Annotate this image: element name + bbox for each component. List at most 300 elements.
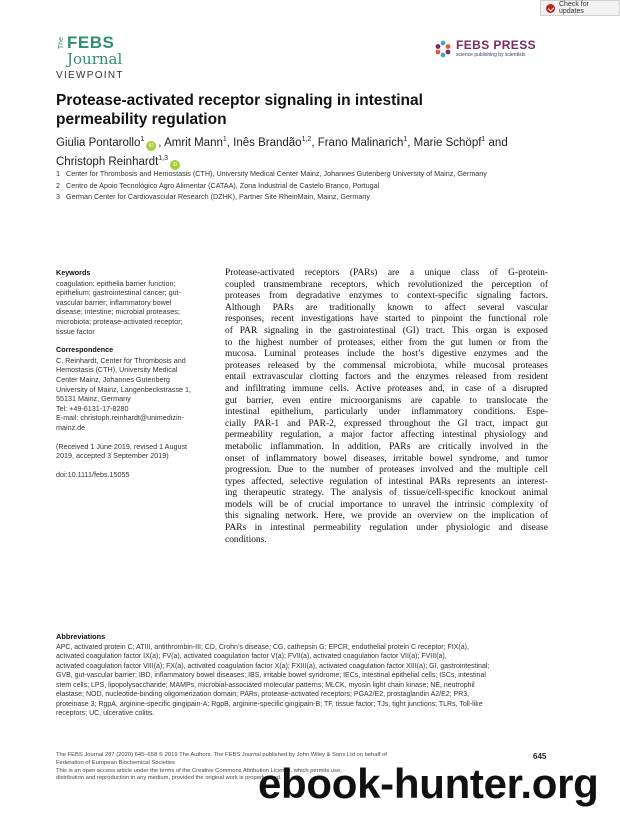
abstract-word: unravel bbox=[402, 499, 431, 510]
abstract-line bbox=[225, 523, 548, 535]
abstract-word: this bbox=[225, 511, 239, 522]
abstract-word: of bbox=[365, 465, 374, 476]
history-text bbox=[56, 442, 206, 461]
abstract-word: under bbox=[416, 523, 438, 534]
abstract-word: the bbox=[312, 465, 325, 476]
abstract-line: conditions. bbox=[225, 534, 267, 545]
abstract-word: the bbox=[438, 418, 450, 429]
text-line: distribution and reproduction in any medium, provided the original work is properly cited. bbox=[56, 775, 282, 782]
abstract-word: be bbox=[279, 499, 289, 510]
abstract-word: receptors, bbox=[330, 279, 368, 290]
text-line: Tel: +49-6131-17-8280 bbox=[56, 403, 129, 413]
abstract-word: disease bbox=[520, 523, 548, 534]
text-line: elastase; NOD, nucleotide-binding oligomerization domain; PARs, protease-activated receptors; PGA2/E2, prostaglandin A2/E2; PR3, bbox=[56, 691, 470, 698]
abstract-word: permeability bbox=[313, 523, 362, 534]
abstract-word: implication bbox=[491, 511, 535, 522]
abstract-word: and bbox=[459, 465, 474, 476]
abstract-word: mucosa. bbox=[225, 349, 257, 360]
abstract-word: tumor bbox=[525, 453, 548, 464]
abstract-line bbox=[225, 361, 548, 373]
abstract-word: in bbox=[520, 441, 529, 452]
abstract-line bbox=[225, 442, 548, 454]
abstract-word: cell bbox=[534, 465, 548, 476]
text-line: The FEBS Journal 287 (2020) 645–658 © 2019 The Authors. The FEBS Journal published by John Wiley & Sons Ltd on behalf of bbox=[56, 752, 387, 758]
abstract-word: from bbox=[408, 337, 428, 348]
abstract-word: the bbox=[479, 465, 491, 476]
article-sidebar bbox=[56, 268, 206, 488]
abstract-word: tissue/cell-specific bbox=[403, 488, 474, 499]
febs-press-logo bbox=[434, 38, 554, 62]
abstract-word: pinpoint bbox=[431, 314, 463, 325]
abstract-word: In bbox=[331, 441, 340, 452]
abstract-word: are bbox=[418, 441, 430, 452]
abstract-word: which bbox=[376, 279, 400, 290]
abstract-word: traditionally bbox=[329, 302, 376, 313]
abstract-word: of bbox=[225, 325, 233, 336]
abstract-word: have bbox=[360, 314, 379, 325]
abstract-word: progression. bbox=[225, 465, 272, 476]
febs-press-dots-icon bbox=[434, 40, 452, 58]
abstract-word: either bbox=[381, 337, 403, 348]
abstract-word: organ bbox=[475, 325, 497, 336]
affiliation-item bbox=[56, 191, 596, 203]
text-line: APC, activated protein C; ATIII, antithrombin-III; CD, Crohn’s disease; CG, cathepsin G; EPCR, endothelial protein C receptor; FIX(a), bbox=[56, 643, 469, 651]
text-line: Hemostasis (CTH), University Medical bbox=[56, 365, 178, 375]
abstract-word: interest- bbox=[517, 476, 548, 487]
abstract-word: functional bbox=[488, 314, 527, 325]
author-affiliation-marker: 1 bbox=[403, 136, 408, 143]
abstract-word: PARs bbox=[272, 302, 294, 313]
abstract-line bbox=[225, 465, 548, 477]
keywords-text bbox=[56, 279, 206, 337]
abstract-word: factors. bbox=[519, 291, 548, 302]
check-updates-icon bbox=[546, 4, 555, 13]
abstract-word: even bbox=[282, 395, 301, 406]
abstract-line bbox=[225, 314, 548, 326]
text-line: microbiota; protease-activated receptor; bbox=[56, 316, 183, 326]
abstract-word: tract. bbox=[425, 325, 446, 336]
abstract-word: the bbox=[433, 337, 445, 348]
abstract-word: signaling bbox=[244, 511, 280, 522]
abbreviations-text bbox=[56, 643, 566, 719]
abstract-word: and bbox=[225, 383, 239, 394]
abstract-word: to bbox=[469, 395, 477, 406]
abstract-word: of bbox=[374, 476, 383, 487]
abstract-line bbox=[225, 326, 548, 338]
abstract-word: involved bbox=[479, 441, 513, 452]
abstract-word: selective bbox=[290, 476, 324, 487]
abstract-word: and bbox=[514, 349, 529, 360]
abstract-word: analysis bbox=[351, 488, 383, 499]
text-line: vascular barrier; inflammatory bowel bbox=[56, 297, 172, 307]
abstract-word: inflammation. bbox=[270, 441, 324, 452]
abstract-word: entail bbox=[225, 372, 246, 383]
abstract-word: recent bbox=[270, 314, 295, 325]
abstract-word: gastrointestinal bbox=[338, 325, 396, 336]
abstract-line bbox=[225, 372, 548, 384]
abstract-word: are bbox=[410, 395, 423, 406]
text-line: 55131 Mainz, Germany bbox=[56, 394, 131, 404]
abstract-word: knockout bbox=[480, 488, 516, 499]
abstract-word: and bbox=[286, 418, 301, 429]
check-updates-label: Check for updates bbox=[559, 1, 589, 15]
affiliation-item bbox=[56, 168, 596, 180]
abstract-line bbox=[225, 500, 548, 512]
abstract-word: impact bbox=[502, 418, 529, 429]
abstract-word: highest bbox=[255, 337, 284, 348]
abstract-word: from bbox=[512, 337, 531, 348]
page-number: 645 bbox=[533, 752, 547, 761]
abstract-word: regulation bbox=[329, 476, 368, 487]
abstract-word: host’s bbox=[402, 349, 425, 360]
text-line: This is an open access article under the terms of the Creative Commons Attribution License, which permits use, bbox=[56, 767, 342, 774]
author-separator: , bbox=[226, 137, 234, 149]
abstract-word: irritable bbox=[393, 453, 423, 464]
abstract-word: represents bbox=[457, 476, 496, 487]
abstract-word: overview bbox=[417, 511, 453, 522]
abstract-word: barrier, bbox=[246, 395, 274, 406]
abstract-word: to bbox=[225, 337, 233, 348]
abstract-word: entire bbox=[309, 395, 332, 406]
abstract-word: syndrome, bbox=[459, 453, 499, 464]
abstract-word: PAR-1 bbox=[253, 418, 280, 429]
abstract-line bbox=[225, 280, 548, 292]
abstract-line bbox=[225, 338, 548, 350]
abstract-word: translocate bbox=[486, 395, 528, 406]
abstract-word: on bbox=[458, 511, 468, 522]
abstract-word: the bbox=[469, 314, 482, 325]
abstract-word: permeability bbox=[225, 430, 273, 441]
abstract-word: mucosal bbox=[473, 360, 506, 371]
abstract-word: enzymes bbox=[349, 291, 383, 302]
abstract-line bbox=[225, 419, 548, 431]
abstract-word: released bbox=[267, 360, 299, 371]
affiliation-number: 2 bbox=[56, 180, 60, 190]
abstract-word: from bbox=[493, 372, 512, 383]
abstract-word: we bbox=[350, 511, 362, 522]
abstract-word: in bbox=[305, 325, 313, 336]
abstract-line bbox=[225, 430, 548, 442]
abstract-word: factors bbox=[345, 372, 371, 383]
affiliation-text: German Center for Cardiovascular Research (DZHK), Partner Site RheinMain, Mainz, Germany bbox=[66, 192, 370, 201]
abstract-word: responses, bbox=[225, 314, 265, 325]
abstract-word: PARs bbox=[429, 476, 451, 487]
abstract-word: exposed bbox=[516, 325, 548, 336]
abstract-word: coupled bbox=[225, 279, 255, 290]
abstract-word: bowel bbox=[429, 453, 453, 464]
abstract-word: a bbox=[502, 383, 507, 394]
text-line: E-mail: christoph.reinhardt@unimedizin- bbox=[56, 413, 184, 423]
abstract-word: case bbox=[464, 383, 482, 394]
author-separator: , bbox=[407, 137, 414, 149]
abstract-word: the bbox=[536, 395, 548, 406]
text-line: coagulation; epithelia barrier function; bbox=[56, 278, 176, 288]
affiliation-item bbox=[56, 180, 596, 192]
abstract-word: crucial bbox=[308, 499, 334, 510]
abstract-word: factor bbox=[370, 430, 393, 441]
affiliation-list bbox=[56, 168, 596, 203]
abstract-word: an bbox=[501, 476, 511, 487]
abstract-word: extravascular bbox=[252, 372, 303, 383]
abstract-word: and bbox=[377, 372, 392, 383]
abstract-word: intestinal bbox=[270, 523, 305, 534]
abstract-word: Although bbox=[225, 302, 261, 313]
abstract-word: multiple bbox=[496, 465, 529, 476]
abstract-word: network. bbox=[285, 511, 319, 522]
text-line: (Received 1 June 2019, revised 1 August bbox=[56, 441, 188, 451]
abstract-word: physiology bbox=[484, 430, 527, 441]
abstract-word: in bbox=[451, 383, 459, 394]
abstract-word: unique bbox=[424, 268, 451, 278]
abstract-word: GI bbox=[457, 418, 468, 429]
abstract-word: released bbox=[455, 372, 487, 383]
abstract-line bbox=[225, 349, 548, 361]
text-line: stem cells; LPS, lipopolysaccharide; MAMPs, microbial-associated molecular patterns; MLCK, myosin light chain kinase; NE, neutrophil bbox=[56, 681, 475, 689]
abstract-word: receptors bbox=[304, 268, 340, 278]
abstract-word: G-protein- bbox=[508, 268, 548, 278]
abstract-line bbox=[225, 488, 548, 500]
abstract-word: to bbox=[388, 499, 397, 510]
press-tagline: science publishing by scientists bbox=[456, 52, 526, 58]
abstract-word: of bbox=[251, 453, 260, 464]
abstract-word: particularly bbox=[324, 407, 368, 418]
abstract-word: number bbox=[289, 337, 318, 348]
author-separator: , bbox=[311, 137, 318, 149]
abstract-word: proteases bbox=[512, 360, 548, 371]
abstract-word: PARs bbox=[225, 523, 247, 534]
abstract-word: the bbox=[536, 441, 548, 452]
correspondence-block bbox=[56, 345, 206, 432]
abstract-word: transmembrane bbox=[263, 279, 322, 290]
abstract-word: the bbox=[471, 279, 483, 290]
abstract-word: known bbox=[387, 302, 414, 313]
article-title: Protease-activated receptor signaling in intestinal permeability regulation bbox=[56, 92, 423, 128]
abstract-word: Active bbox=[355, 383, 381, 394]
abstract-word: revolutionized bbox=[408, 279, 463, 290]
abstract-line bbox=[225, 511, 548, 523]
abstract-line bbox=[225, 303, 548, 315]
abstract-word: models bbox=[225, 499, 253, 510]
abstract-word: inflammatory bbox=[411, 407, 463, 418]
text-line: tissue factor bbox=[56, 326, 95, 336]
abstract-line bbox=[225, 396, 548, 408]
text-line: epithelium; gastrointestinal cancer; gut- bbox=[56, 288, 182, 298]
abstract-word: lumen bbox=[468, 337, 493, 348]
abstract-word: the bbox=[436, 499, 449, 510]
doi-link[interactable]: doi:10.1111/febs.15055 bbox=[56, 469, 130, 479]
watermark: ebook-hunter.org bbox=[258, 760, 599, 807]
abstract-word: of bbox=[294, 499, 303, 510]
abstract-word: from bbox=[269, 291, 288, 302]
abstract-word: Luminal bbox=[264, 349, 297, 360]
abstract-word: importance bbox=[340, 499, 383, 510]
abstract-word: proteases bbox=[379, 465, 415, 476]
abstract-word: affect bbox=[444, 302, 466, 313]
abstract-word: is bbox=[503, 325, 511, 336]
abstract-word: class bbox=[460, 268, 480, 278]
author-affiliation-marker: 1,2 bbox=[301, 136, 312, 143]
abstract-word: to bbox=[425, 302, 433, 313]
press-name: FEBS PRESS bbox=[456, 38, 537, 52]
abstract-word: conditions. bbox=[473, 407, 516, 418]
abstract-word: of bbox=[540, 499, 548, 510]
abstract-word: ing bbox=[225, 488, 238, 499]
abstract-word: an bbox=[402, 511, 412, 522]
abstract-word: proteases bbox=[225, 360, 261, 371]
author-name: Marie Schöpf bbox=[413, 137, 482, 149]
author-affiliation-marker: 1 bbox=[481, 136, 486, 143]
author-name: Giulia Pontarollo bbox=[56, 137, 141, 149]
abstract-word: microbiota, bbox=[393, 360, 438, 371]
abstract-word: inflammatory bbox=[265, 453, 318, 464]
abstract-word: addition, bbox=[347, 441, 381, 452]
abstract-word: enzymes bbox=[473, 349, 507, 360]
abstract-word: signaling bbox=[476, 291, 512, 302]
author-name: Inês Brandão bbox=[233, 137, 302, 149]
abstract-word: PAR-2, bbox=[308, 418, 337, 429]
abstract-word: resident bbox=[518, 372, 548, 383]
abstract-word: strategy. bbox=[292, 488, 324, 499]
keywords-heading: Keywords bbox=[56, 268, 91, 277]
abstract-word: PAR bbox=[239, 325, 258, 336]
abstract-line bbox=[225, 384, 548, 396]
orcid-icon[interactable]: iD bbox=[170, 160, 180, 170]
abstract-word: The bbox=[330, 488, 346, 499]
abstract-word: number bbox=[330, 465, 360, 476]
abstract-word: a bbox=[329, 430, 334, 441]
abstract-word: bowel bbox=[323, 453, 347, 464]
abstract-word: or bbox=[498, 337, 507, 348]
abstract-word: onset bbox=[225, 453, 245, 464]
keywords-block bbox=[56, 268, 206, 336]
abstract-word: Espe- bbox=[526, 407, 548, 418]
abstract-word: of bbox=[487, 383, 496, 394]
abstract-word: affecting bbox=[400, 430, 435, 441]
abstract-word: the bbox=[536, 337, 548, 348]
abstract-word: tract, bbox=[475, 418, 495, 429]
abstract-word: gut bbox=[535, 418, 548, 429]
abstract-word: commensal bbox=[343, 360, 387, 371]
author-name: Amrit Mann bbox=[164, 137, 223, 149]
abstract-word: proteases, bbox=[337, 337, 376, 348]
author-affiliation-marker: 1,3 bbox=[158, 155, 169, 162]
abstract-word: PARs bbox=[389, 441, 411, 452]
affiliation-text: Center for Thrombosis and Hemostasis (CTH), University Medical Center Mainz, Johannes Gutenberg University of Mainz, Germany bbox=[66, 169, 487, 178]
abstract-line bbox=[225, 407, 548, 419]
abstract-word: cells. bbox=[329, 383, 350, 394]
abstract-word: throughout bbox=[389, 418, 431, 429]
abstract-line bbox=[225, 454, 548, 466]
abstract-word: proteases bbox=[387, 383, 423, 394]
abstract-word: of bbox=[489, 268, 498, 278]
abstract-word: proteases bbox=[225, 291, 261, 302]
abstract-word: include bbox=[346, 349, 375, 360]
abstract-word: to bbox=[299, 465, 307, 476]
abstract-word: perception bbox=[491, 279, 532, 290]
abstract-word: and bbox=[498, 523, 513, 534]
abbreviations-heading: Abbreviations bbox=[56, 632, 106, 641]
abstract-word: epithelium, bbox=[270, 407, 314, 418]
abstract-word: are bbox=[387, 268, 400, 278]
abbreviations-block bbox=[56, 632, 566, 719]
abstract-word: intrinsic bbox=[454, 499, 486, 510]
abstract-word: gut bbox=[450, 337, 463, 348]
abstract-word: This bbox=[451, 325, 469, 336]
correspondence-heading: Correspondence bbox=[56, 345, 114, 355]
abstract-word: context-specific bbox=[407, 291, 468, 302]
abstract-word: therapeutic bbox=[243, 488, 286, 499]
abstract-word: provide bbox=[367, 511, 397, 522]
author-separator: and bbox=[485, 137, 508, 149]
text-line: Center Mainz, Johannes Gutenberg bbox=[56, 374, 170, 384]
abstract-line bbox=[225, 291, 548, 303]
abstract-word: by bbox=[306, 360, 317, 371]
abstract-word: of bbox=[389, 488, 397, 499]
abstract-word: and bbox=[534, 430, 548, 441]
abstract-word: cially bbox=[225, 418, 246, 429]
abstract-word: vascular bbox=[516, 302, 548, 313]
abstract-word: immune bbox=[291, 383, 323, 394]
text-line: proteinase 3; RgpA, arginine-specific gingipain-A; RgpB, arginine-specific gingipain-B; TF, tissue factor; TJs, tight junctions; TLRs, Toll-like bbox=[56, 700, 483, 708]
affiliation-number: 1 bbox=[56, 169, 60, 178]
abstract-word: the bbox=[473, 511, 486, 522]
text-line: mainz.de bbox=[56, 422, 86, 432]
abstract-word: physiologic bbox=[446, 523, 491, 534]
abstract-word: to bbox=[391, 291, 399, 302]
abstract-word: capable bbox=[431, 395, 461, 406]
abstract-word: infiltrating bbox=[245, 383, 286, 394]
abstract-word: regulation bbox=[369, 523, 408, 534]
abstract-word: investigations bbox=[300, 314, 354, 325]
abstract-word: the bbox=[536, 349, 548, 360]
text-line: disease; intestine; microbial proteases; bbox=[56, 307, 180, 317]
abstract-word: Protease-activated bbox=[225, 268, 295, 278]
affiliation-number: 3 bbox=[56, 192, 60, 201]
abstract-word: intestinal bbox=[225, 407, 260, 418]
abstract-word: expressed bbox=[344, 418, 382, 429]
abstract bbox=[225, 268, 548, 546]
abstract-word: regulation, bbox=[280, 430, 322, 441]
abstract-word: Due bbox=[277, 465, 294, 476]
abstract-word: gut bbox=[225, 395, 238, 406]
abstract-word: metabolic bbox=[225, 441, 263, 452]
author-separator: , bbox=[158, 137, 165, 149]
abstract-word: complexity bbox=[491, 499, 534, 510]
abstract-word: intestinal bbox=[442, 430, 477, 441]
abstract-word: of bbox=[540, 511, 548, 522]
author-name: Christoph Reinhardt bbox=[56, 156, 159, 168]
abstract-word: of bbox=[323, 337, 332, 348]
abstract-word: the bbox=[238, 337, 250, 348]
abstract-word: disrupted bbox=[512, 383, 548, 394]
abstract-word: role bbox=[533, 314, 548, 325]
abstract-word: in bbox=[254, 523, 262, 534]
correspondence-text bbox=[56, 356, 206, 433]
abstract-line bbox=[225, 268, 548, 280]
orcid-icon[interactable]: iD bbox=[146, 141, 156, 151]
check-for-updates-button[interactable] bbox=[540, 0, 620, 16]
abstract-word: will bbox=[258, 499, 274, 510]
abstract-word: the bbox=[397, 372, 410, 383]
abstract-word: intestinal bbox=[388, 476, 424, 487]
abstract-word: involved bbox=[420, 465, 454, 476]
abstract-word: digestive bbox=[432, 349, 467, 360]
author-name: Frano Malinarich bbox=[317, 137, 404, 149]
abstract-word: clotting bbox=[309, 372, 339, 383]
article-type-label: VIEWPOINT bbox=[56, 70, 124, 81]
abstract-word: started bbox=[385, 314, 411, 325]
abstract-word: to bbox=[417, 314, 425, 325]
